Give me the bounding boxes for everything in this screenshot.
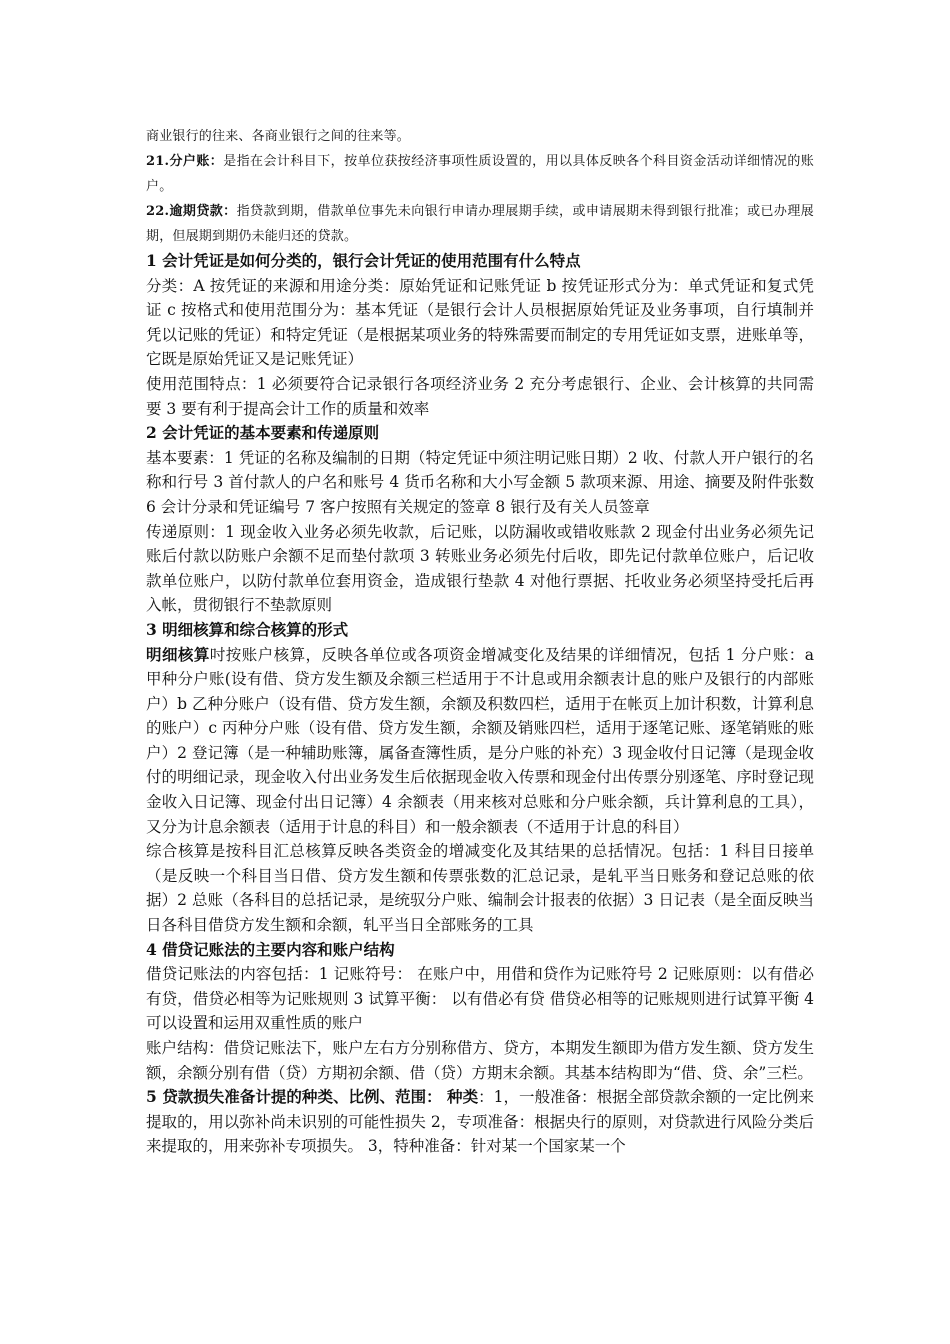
answer-3-detail: [146, 643, 814, 840]
answer-5-text: ：1，一般准备：根据全部贷款余额的一定比例来提取的，用以弥补尚未识别的可能性损失 2，专项准备：根据央行的原则，对贷款进行风险分类后来提取的，用来弥补专项损失。 3，特种准备：针对某一个国家某一个: [146, 1088, 814, 1156]
document-page: [146, 124, 814, 1159]
question-5-heading: 5 贷款损失准备计提的种类、比例、范围：: [146, 1087, 442, 1107]
glossary-section: [146, 124, 814, 249]
question-5-paragraph: [146, 1085, 814, 1159]
paragraph-continuation: 商业银行的往来、各商业银行之间的往来等。: [146, 129, 411, 144]
definition-22: [146, 199, 814, 249]
definition-21: [146, 149, 814, 199]
definition-22-text: 指贷款到期，借款单位事先未向银行申请办理展期手续，或申请展期未得到银行批准；或已办理展期，但展期到期仍未能归还的贷款。: [146, 204, 815, 244]
qa-section: [146, 249, 814, 1159]
answer-4-structure: 账户结构：借贷记账法下，账户左右方分别称借方、贷方，本期发生额即为借方发生额、贷方发生额，余额分别有借（贷）方期初余额、借（贷）方期末余额。其基本结构即为“借、贷、余”三栏。: [146, 1039, 814, 1082]
answer-1-usage: 使用范围特点：1 必须要符合记录银行各项经济业务 2 充分考虑银行、企业、会计核算的共同需要 3 要有利于提高会计工作的质量和效率: [146, 374, 814, 418]
term-22: 22.逾期贷款：: [146, 204, 237, 219]
answer-2-elements: 基本要素：1 凭证的名称及编制的日期（特定凭证中须注明记账日期）2 收、付款人开户银行的名称和行号 3 首付款人的户名和账号 4 货币名称和大小写金额 5 款项来源、用途、摘要及附件张数 6 会计分录和凭证编号 7 客户按照有关规定的签章 8 银行及有关人员签章: [146, 448, 814, 516]
term-21: 21.分户账：: [146, 154, 224, 169]
answer-1-classification: 分类：A 按凭证的来源和用途分类：原始凭证和记账凭证 b 按凭证形式分为：单式凭证和复式凭证 c 按格式和使用范围分为：基本凭证（是银行会计人员根据原始凭证及业务事项，自行填制并凭以记账的凭证）和特定凭证（是根据某项业务的特殊需要而制定的专用凭证如支票，进账单等，它既是原始凭证又是记账凭证）: [146, 276, 814, 369]
question-2-heading: 2 会计凭证的基本要素和传递原则: [146, 423, 380, 443]
question-5-term: 种类: [441, 1087, 479, 1107]
answer-3-summary: 综合核算是按科目汇总核算反映各类资金的增减变化及其结果的总括情况。包括：1 科目日接单（是反映一个科目当日借、贷方发生额和传票张数的汇总记录，是轧平当日账务和登记总账的依据）2 总账（各科目的总括记录，是统驭分户账、编制会计报表的依据）3 日记表（是全面反映当日各科目借贷方发生额和余额，轧平当日全部账务的工具: [146, 842, 814, 935]
question-4-heading: 4 借贷记账法的主要内容和账户结构: [146, 939, 395, 959]
definition-21-text: 是指在会计科目下，按单位获按经济事项性质设置的，用以具体反映各个科目资金活动详细情况的账户。: [146, 154, 814, 194]
answer-4-content: 借贷记账法的内容包括：1 记账符号： 在账户中，用借和贷作为记账符号 2 记账原则：以有借必有贷，借贷必相等为记账规则 3 试算平衡： 以有借必有贷 借贷必相等的记账规则进行试算平衡 4 可以设置和运用双重性质的账户: [146, 965, 814, 1033]
answer-3-detail-term: 明细核算: [146, 644, 210, 664]
question-3-heading: 3 明细核算和综合核算的形式: [146, 619, 349, 639]
answer-3-detail-text: 吋按账户核算，反映各单位或各项资金增减变化及结果的详细情况，包括 1 分户账：a 甲种分户账(设有借、贷方发生额及余额三栏适用于不计息或用余额表计息的账户及银行的内部账户）b 乙种分账户（设有借、贷方发生额，余额及积数四栏，适用于在帐页上加计积数，计算利息的账户）c 丙种分户账（设有借、贷方发生额，余额及销账四栏，适用于逐笔记账、逐笔销账的账户）2 登记簿（是一种辅助账簿，属备查簿性质，是分户账的补充）3 现金收付日记簿（是现金收付的明细记录，现金收入付出业务发生后依据现金收入传票和现金付出传票分别逐笔、序时登记现金收入日记簿、现金付出日记簿）4 余额表（用来核对总账和分户账余额，兵计算利息的工具），又分为计息余额表（适用于计息的科目）和一般余额表（不适用于计息的科目）: [146, 645, 814, 836]
answer-2-principles: 传递原则：1 现金收入业务必须先收款，后记账，以防漏收或错收账款 2 现金付出业务必须先记账后付款以防账户余额不足而垫付款项 3 转账业务必须先付后收，即先记付款单位账户，后记收款单位账户，以防付款单位套用资金，造成银行垫款 4 对他行票据、托收业务必须坚持受托后再入帐，贯彻银行不垫款原则: [146, 522, 814, 615]
question-1-heading: 1 会计凭证是如何分类的，银行会计凭证的使用范围有什么特点: [146, 251, 581, 270]
